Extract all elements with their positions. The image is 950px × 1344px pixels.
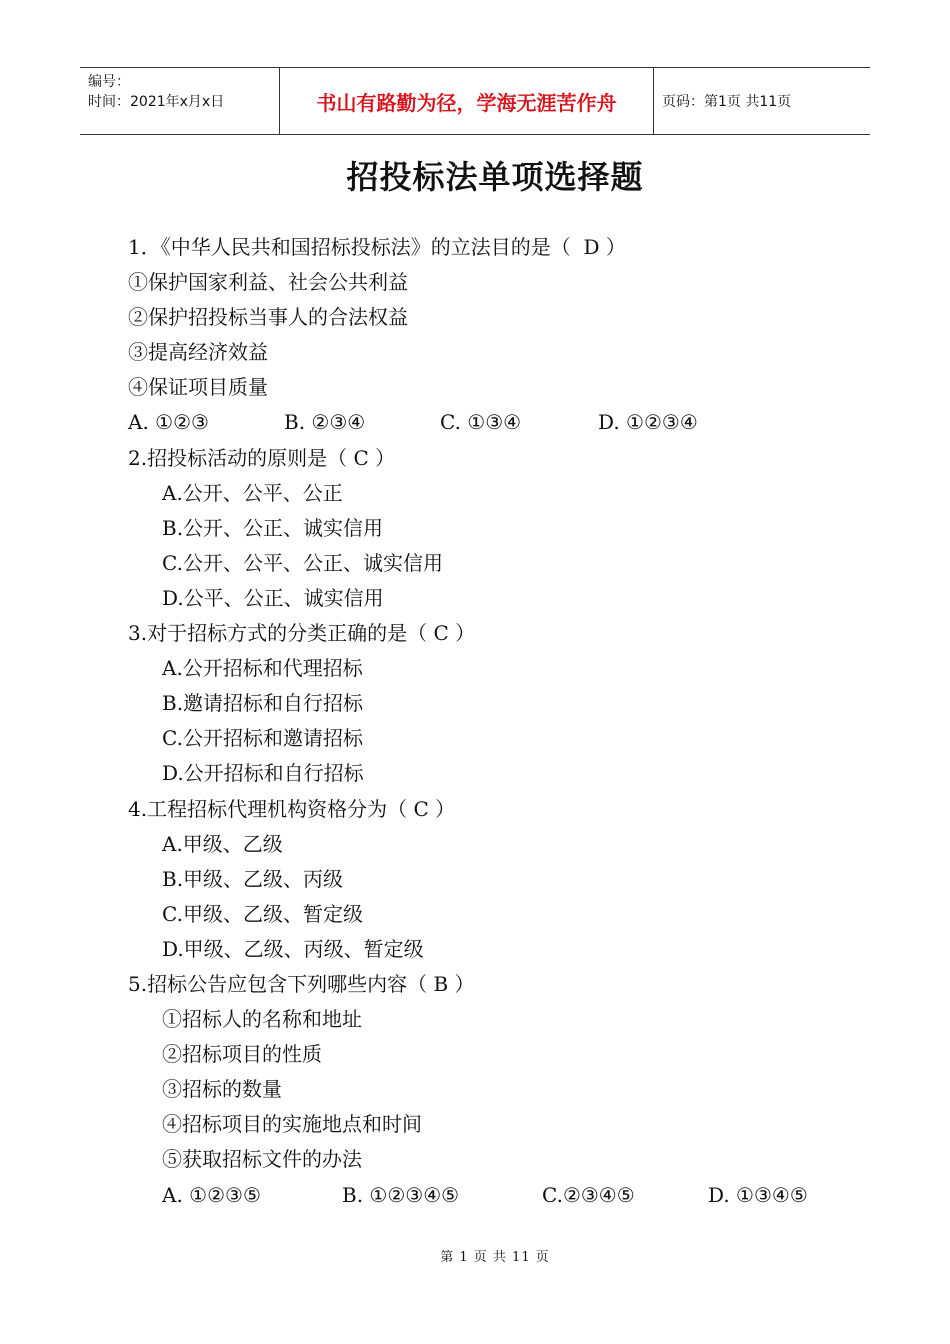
answer-choice: D.公开招标和自行招标 — [162, 761, 364, 786]
page-footer: 第 1 页 共 11 页 — [440, 1250, 550, 1265]
answer-choice: C.公开、公平、公正、诚实信用 — [162, 550, 443, 575]
answer-choice: D.甲级、乙级、丙级、暂定级 — [162, 936, 424, 961]
question-item: ③提高经济效益 — [128, 340, 268, 365]
question-item: ①招标人的名称和地址 — [162, 1007, 362, 1032]
answer-option-a: A. ①②③ — [128, 410, 209, 435]
question-stem: 2.招投标活动的原则是（ C ） — [128, 445, 396, 470]
time-label: 时间：2021年x月x日 — [88, 94, 225, 110]
answer-choice: D.公平、公正、诚实信用 — [162, 585, 384, 610]
answer-option-a: A. ①②③⑤ — [162, 1182, 261, 1207]
answer-choice: C.公开招标和邀请招标 — [162, 726, 363, 751]
header-motto: 书山有路勤为径，学海无涯苦作舟 — [280, 68, 654, 134]
answer-choice: B.甲级、乙级、丙级 — [162, 866, 344, 891]
question-item: ①保护国家利益、社会公共利益 — [128, 270, 408, 295]
answer-option-b: B. ①②③④⑤ — [342, 1182, 460, 1207]
question-item: ④招标项目的实施地点和时间 — [162, 1112, 422, 1137]
answer-option-c: C.②③④⑤ — [542, 1182, 635, 1207]
question-stem: 4.工程招标代理机构资格分为（ C ） — [128, 796, 456, 821]
answer-choice: B.邀请招标和自行招标 — [162, 691, 364, 716]
question-stem: 3.对于招标方式的分类正确的是（ C ） — [128, 621, 476, 646]
answer-choice: A.甲级、乙级 — [162, 831, 283, 856]
answer-option-d: D. ①②③④ — [598, 410, 698, 435]
answer-option-d: D. ①③④⑤ — [708, 1182, 808, 1207]
answer-choice: A.公开招标和代理招标 — [162, 656, 363, 681]
answer-option-c: C. ①③④ — [440, 410, 522, 435]
page-title: 招投标法单项选择题 — [346, 158, 644, 196]
answer-options — [128, 405, 888, 440]
question-stem: 1．《中华人民共和国招标投标法》的立法目的是（ D ） — [128, 235, 626, 259]
question-item: ⑤获取招标文件的办法 — [162, 1147, 362, 1172]
answer-choice: B.公开、公正、诚实信用 — [162, 515, 384, 540]
question-item: ②招标项目的性质 — [162, 1042, 322, 1067]
answer-options — [128, 1178, 888, 1213]
answer-option-b: B. ②③④ — [284, 410, 366, 435]
header-meta — [80, 68, 280, 134]
question-list — [128, 230, 888, 1213]
question-item: ②保护招投标当事人的合法权益 — [128, 305, 408, 330]
document-header — [80, 67, 870, 135]
question-item: ④保证项目质量 — [128, 375, 268, 400]
header-page-label: 页码：第1页 共11页 — [662, 94, 792, 110]
number-label: 编号： — [88, 74, 130, 90]
question-item: ③招标的数量 — [162, 1077, 282, 1102]
answer-choice: A.公开、公平、公正 — [162, 480, 343, 505]
question-stem: 5.招标公告应包含下列哪些内容（ B ） — [128, 971, 475, 996]
answer-choice: C.甲级、乙级、暂定级 — [162, 901, 363, 926]
